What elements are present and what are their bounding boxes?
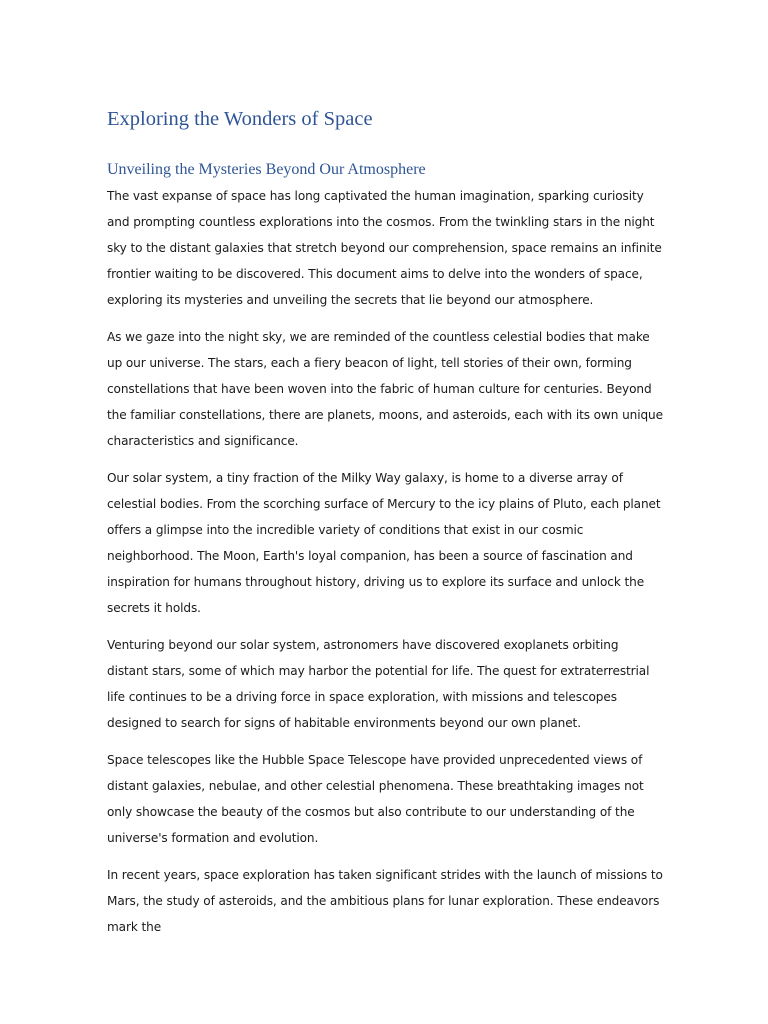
paragraph: Venturing beyond our solar system, astronomers have discovered exoplanets orbiting distant stars, some of which may harbor the potential for life. The quest for extraterrestrial life continues to be a driving force in space exploration, with missions and telescopes designed to search for signs of habitable environments beyond our own planet. — [107, 638, 650, 730]
document-title: Exploring the Wonders of Space — [107, 108, 373, 130]
paragraph: Our solar system, a tiny fraction of the Milky Way galaxy, is home to a diverse array of celestial bodies. From the scorching surface of Mercury to the icy plains of Pluto, each planet offers a glimpse into the incredible variety of conditions that exist in our cosmic neighborhood. The Moon, Earth's loyal companion, has been a source of fascination and inspiration for humans throughout history, driving us to explore its surface and unlock the secrets it holds. — [107, 471, 661, 615]
paragraph: In recent years, space exploration has taken significant strides with the launch of missions to Mars, the study of asteroids, and the ambitious plans for lunar exploration. These endeavors mark the — [107, 868, 663, 934]
paragraph: The vast expanse of space has long captivated the human imagination, sparking curiosity and prompting countless explorations into the cosmos. From the twinkling stars in the night sky to the distant galaxies that stretch beyond our comprehension, space remains an infinite frontier waiting to be discovered. This document aims to delve into the wonders of space, exploring its mysteries and unveiling the secrets that lie beyond our atmosphere. — [107, 189, 662, 307]
document-subtitle: Unveiling the Mysteries Beyond Our Atmosphere — [107, 161, 426, 178]
paragraph: As we gaze into the night sky, we are reminded of the countless celestial bodies that make up our universe. The stars, each a fiery beacon of light, tell stories of their own, forming constellations that have been woven into the fabric of human culture for centuries. Beyond the familiar constellations, there are planets, moons, and asteroids, each with its own unique characteristics and significance. — [107, 330, 663, 448]
document-body — [107, 104, 663, 951]
paragraph: Space telescopes like the Hubble Space Telescope have provided unprecedented views of distant galaxies, nebulae, and other celestial phenomena. These breathtaking images not only showcase the beauty of the cosmos but also contribute to our understanding of the universe's formation and evolution. — [107, 753, 644, 845]
